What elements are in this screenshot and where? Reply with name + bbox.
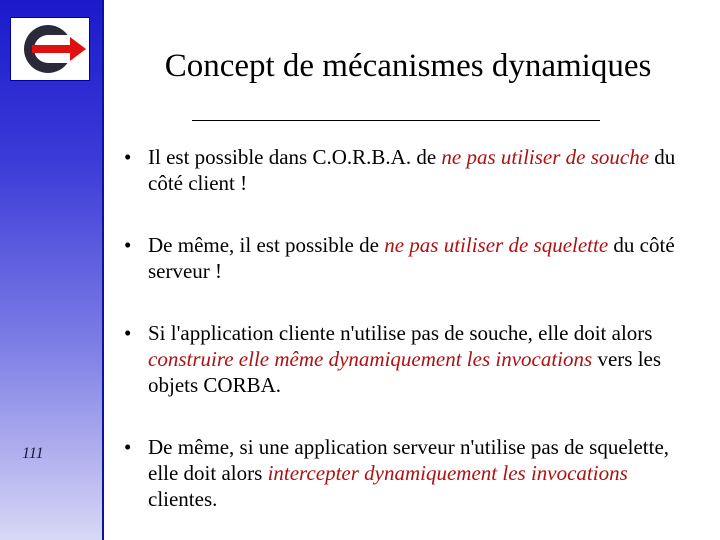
bullet-dot: • xyxy=(124,233,132,257)
bullet-item xyxy=(120,144,700,196)
slide-number: 111 xyxy=(22,445,44,462)
c-arrow-logo-icon xyxy=(10,17,90,81)
bullet-text: Il est possible dans C.O.R.B.A. de xyxy=(148,145,442,169)
title-underline xyxy=(192,120,600,121)
bullet-text: De même, il est possible de xyxy=(148,233,385,257)
sidebar-edge xyxy=(102,0,104,540)
bullet-emphasis: intercepter dynamiquement les invocations xyxy=(267,461,628,485)
bullet-item xyxy=(120,434,700,512)
bullet-dot: • xyxy=(124,321,132,345)
bullet-text: De même, si une application serveur n'utilise pas de squelette, elle doit alors xyxy=(148,435,670,485)
bullet-text: clientes. xyxy=(148,487,218,511)
bullet-dot: • xyxy=(124,435,132,459)
bullet-emphasis: ne pas utiliser de squelette xyxy=(384,233,609,257)
bullet-text: Si l'application cliente n'utilise pas de souche, elle doit alors xyxy=(148,321,653,345)
bullet-emphasis: ne pas utiliser de souche xyxy=(441,145,650,169)
bullet-dot: • xyxy=(124,145,132,169)
bullet-text: du côté serveur ! xyxy=(148,233,675,283)
bullet-text: du côté client ! xyxy=(148,145,676,195)
slide-title: Concept de mécanismes dynamiques xyxy=(164,48,652,84)
bullet-emphasis: construire elle même dynamiquement les invocations xyxy=(148,347,593,371)
bullet-item xyxy=(120,232,700,284)
bullet-item xyxy=(120,320,700,398)
bullet-list xyxy=(120,140,700,512)
bullet-text: vers les objets CORBA. xyxy=(148,347,662,397)
